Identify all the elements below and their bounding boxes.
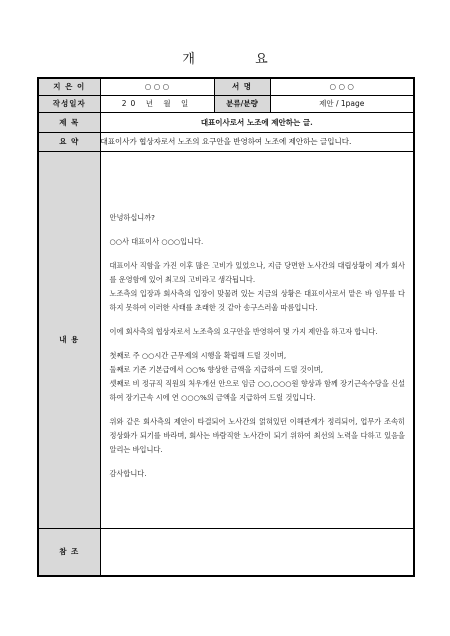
content-paragraph: 대표이사 직함을 가진 이후 많은 고비가 있었으나, 지금 당면한 노사간의 대립상황이 제가 회사를 운영함에 있어 최고의 고비라고 생각됩니다. 노조측의 입장과 회사측의 입장이 맞물려 있는 지금의 상황은 대표이사로서 맡은 바 임무를 다하지 못하여 이러한 사태를 초래한 것 같아 송구스러울 따름입니다. — [109, 260, 405, 312]
subject-row — [38, 112, 414, 132]
reference-row — [38, 528, 414, 576]
summary-form-table — [37, 77, 415, 577]
content-paragraph: 위와 같은 회사측의 제안이 타결되어 노사간의 얽혀있던 이해관계가 정리되어, 업무가 조속히 정상화가 되기를 바라며, 회사는 바람직한 노사간이 되기 위하여 최선의 노력을 다하고 있음을 알리는 바입니다. — [109, 416, 405, 454]
author-label: 지 은 이 — [38, 78, 100, 95]
content-paragraph: ○○사 대표이사 ○○○입니다. — [109, 236, 204, 246]
signature-label: 서 명 — [214, 78, 270, 95]
content-row — [38, 151, 414, 528]
reference-value — [100, 528, 414, 576]
category-value: 제안 / 1page — [270, 95, 414, 112]
author-row — [38, 78, 414, 95]
content-paragraph: 감사합니다. — [109, 468, 147, 478]
content-paragraphs — [101, 189, 414, 481]
reference-label: 참 조 — [38, 528, 100, 576]
content-body — [100, 151, 414, 528]
author-value: ○ ○ ○ — [100, 78, 214, 95]
subject-value: 대표이사로서 노조에 제안하는 글. — [100, 112, 414, 132]
summary-label: 요 약 — [38, 132, 100, 151]
signature-value: ○ ○ ○ — [270, 78, 414, 95]
document-title: 개 요 — [182, 52, 296, 67]
summary-value: 대표이사가 협상자로서 노조의 요구안을 반영하여 노조에 제안하는 글입니다. — [100, 132, 414, 151]
content-paragraph: 첫째로 주 ○○시간 근무제의 시행을 확립해 드릴 것이며, 둘째로 기존 기본급에서 ○○% 향상한 금액을 지급하여 드릴 것이며, 셋째로 비 정규직 직원의 처우개선 안으로 임금 ○○,○○○원 향상과 함께 장기근속수당을 신설하여 장기근속 시에 연 ○○○%의 금액을 지급하여 드릴 것입니다. — [109, 350, 405, 402]
content-paragraph: 이에 회사측의 협상자로서 노조측의 요구안을 반영하여 몇 가지 제안을 하고자 합니다. — [109, 326, 378, 336]
date-label: 작성일자 — [38, 95, 100, 112]
category-label: 분류/분량 — [214, 95, 270, 112]
summary-row — [38, 132, 414, 151]
content-label: 내 용 — [38, 151, 100, 528]
subject-label: 제 목 — [38, 112, 100, 132]
content-paragraph: 안녕하십니까? — [109, 212, 155, 222]
date-value: 20 년 월 일 — [100, 95, 214, 112]
date-row — [38, 95, 414, 112]
